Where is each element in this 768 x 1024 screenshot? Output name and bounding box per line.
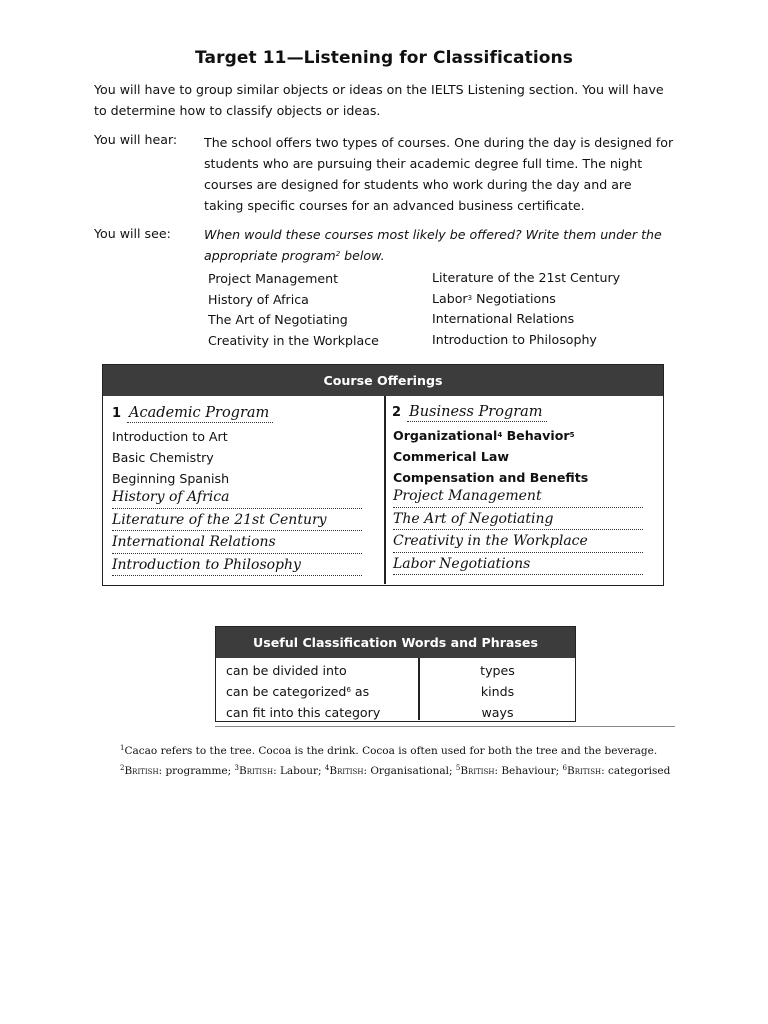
you-will-see-label: You will see: xyxy=(94,226,171,241)
handwritten-answer: The Art of Negotiating xyxy=(393,508,643,531)
footnote-number: 4 xyxy=(324,764,330,772)
phrase-text-end: as xyxy=(350,684,370,699)
footnote-text: : programme; xyxy=(158,765,235,777)
footnote-ref: 5 xyxy=(569,431,575,439)
course-offerings-table xyxy=(102,364,664,586)
course-item-text: Behavior xyxy=(502,428,570,443)
word-list xyxy=(420,660,575,723)
footnote-number: 3 xyxy=(234,764,239,772)
useful-phrases-header: Useful Classification Words and Phrases xyxy=(216,627,575,658)
you-will-hear-text: The school offers two types of courses. One during the day is designed for students who are pursuing their academic degree full time. The night courses are designed for students who work during the day and are taking specific courses for an advanced business certificate. xyxy=(204,135,674,213)
you-will-see-question xyxy=(204,224,674,266)
footnote-number: 1 xyxy=(120,744,125,752)
business-program-answer: Business Program xyxy=(407,404,547,422)
footnote-line-2 xyxy=(120,765,720,777)
program-number: 2 xyxy=(392,405,402,420)
question-text-end: below. xyxy=(340,248,385,263)
word-item: ways xyxy=(481,705,514,720)
phrase-item: can fit into this category xyxy=(226,705,381,720)
academic-program-answer: Academic Program xyxy=(127,405,273,423)
course-item: Introduction to Art xyxy=(112,429,228,444)
useful-phrases-table xyxy=(215,626,576,722)
footnote-text: Cacao refers to the tree. Cocoa is the drink. Cocoa is often used for both the tree and the beverage. xyxy=(124,745,658,757)
footnote-text: : categorised xyxy=(601,765,671,777)
handwritten-answer: Project Management xyxy=(393,485,643,508)
business-printed-list xyxy=(393,426,588,488)
word-item: kinds xyxy=(480,684,515,699)
program-number: 1 xyxy=(112,406,122,421)
course-item: The Art of Negotiating xyxy=(208,312,348,327)
footnote-text: : Labour; xyxy=(273,765,325,777)
handwritten-answer: Creativity in the Workplace xyxy=(393,530,643,553)
handwritten-answer: International Relations xyxy=(112,531,362,554)
course-item: Introduction to Philosophy xyxy=(432,331,597,347)
course-item: Compensation and Benefits xyxy=(393,469,589,485)
you-will-hear-label: You will hear: xyxy=(94,132,178,147)
course-item xyxy=(432,289,620,310)
course-item: Commerical Law xyxy=(393,448,510,464)
column-divider xyxy=(384,396,386,584)
footnote-number: 5 xyxy=(455,764,461,772)
phrase-text: can be categorized xyxy=(226,684,347,699)
course-item: Project Management xyxy=(208,271,339,286)
business-program-heading xyxy=(392,404,547,420)
course-item-text: Organizational xyxy=(393,428,498,443)
handwritten-answer: History of Africa xyxy=(112,486,362,509)
business-handwritten-list xyxy=(393,485,643,575)
footnote-ref: 6 xyxy=(346,686,351,694)
question-text: When would these courses most likely be offered? Write them under the appropriate program xyxy=(204,227,662,263)
footnote-label: British xyxy=(567,765,602,777)
footnote-label: British xyxy=(238,765,274,777)
course-item xyxy=(393,426,588,447)
course-offerings-header: Course Offerings xyxy=(103,365,663,396)
footnote-label: British xyxy=(329,765,364,777)
academic-handwritten-list xyxy=(112,486,362,576)
footnote-label: British xyxy=(460,765,495,777)
course-item: Basic Chemistry xyxy=(112,449,214,465)
course-list-right xyxy=(432,268,620,350)
footnote-ref: 3 xyxy=(467,293,473,302)
handwritten-answer: Labor Negotiations xyxy=(393,553,643,576)
phrase-item: can be divided into xyxy=(226,663,347,678)
footnote-ref: 4 xyxy=(497,431,503,439)
course-item: Beginning Spanish xyxy=(112,470,230,486)
word-item: types xyxy=(480,663,515,678)
footnote-rule xyxy=(215,726,675,727)
footnote-text: : Organisational; xyxy=(363,765,456,777)
phrase-list xyxy=(226,660,380,723)
academic-program-heading xyxy=(112,405,273,421)
course-item: Creativity in the Workplace xyxy=(208,332,379,348)
intro-paragraph: You will have to group similar objects or ideas on the IELTS Listening section. You will have to determine how to classify objects or ideas. xyxy=(94,82,664,118)
course-item: History of Africa xyxy=(208,291,309,307)
footnote-label: British xyxy=(124,765,159,777)
handwritten-answer: Literature of the 21st Century xyxy=(112,509,362,532)
page-title: Target 11—Listening for Classifications xyxy=(195,48,573,68)
course-item: Literature of the 21st Century xyxy=(432,270,621,285)
footnote-text: : Behaviour; xyxy=(494,765,563,777)
academic-printed-list xyxy=(112,427,229,489)
footnote-1 xyxy=(120,745,720,757)
footnote-number: 6 xyxy=(562,764,568,772)
footnote-ref: 2 xyxy=(335,250,341,258)
course-item: International Relations xyxy=(432,311,575,326)
course-item-text-end: Negotiations xyxy=(472,290,556,306)
course-item-text: Labor xyxy=(432,290,468,306)
phrase-item xyxy=(226,681,380,702)
course-list-left xyxy=(208,269,379,351)
handwritten-answer: Introduction to Philosophy xyxy=(112,554,362,577)
footnote-number: 2 xyxy=(120,764,125,772)
